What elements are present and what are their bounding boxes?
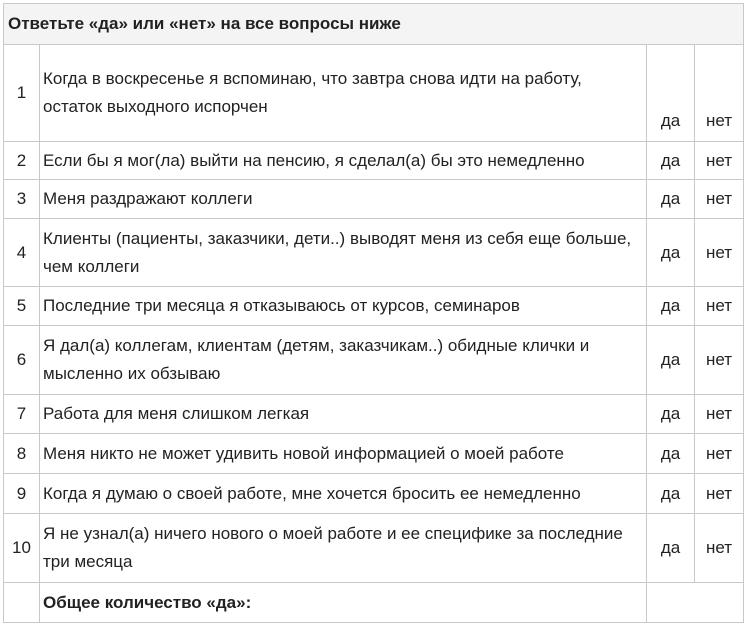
question-text: Если бы я мог(ла) выйти на пенсию, я сделал(а) бы это немедленно	[40, 142, 647, 180]
total-row	[4, 583, 744, 623]
answer-no[interactable]: нет	[695, 514, 744, 583]
table-row	[4, 142, 744, 180]
question-text: Я не узнал(а) ничего нового о моей работе и ее специфике за последние три месяца	[40, 514, 647, 583]
question-number: 2	[4, 142, 40, 180]
question-number: 3	[4, 180, 40, 219]
answer-yes[interactable]: да	[647, 142, 695, 180]
answer-yes[interactable]: да	[647, 45, 695, 142]
table-row	[4, 180, 744, 219]
question-number: 9	[4, 474, 40, 514]
table-row	[4, 287, 744, 326]
answer-yes[interactable]: да	[647, 326, 695, 395]
table-title: Ответьте «да» или «нет» на все вопросы ниже	[4, 4, 744, 45]
question-text: Последние три месяца я отказываюсь от курсов, семинаров	[40, 287, 647, 326]
question-text: Я дал(а) коллегам, клиентам (детям, заказчикам..) обидные клички и мысленно их обзываю	[40, 326, 647, 395]
question-number: 10	[4, 514, 40, 583]
answer-no[interactable]: нет	[695, 142, 744, 180]
answer-yes[interactable]: да	[647, 514, 695, 583]
table-row	[4, 45, 744, 142]
answer-no[interactable]: нет	[695, 474, 744, 514]
answer-no[interactable]: нет	[695, 395, 744, 434]
question-number: 4	[4, 219, 40, 287]
question-number: 8	[4, 434, 40, 474]
table-row	[4, 395, 744, 434]
total-value-cell[interactable]	[647, 583, 744, 623]
answer-no[interactable]: нет	[695, 326, 744, 395]
answer-yes[interactable]: да	[647, 474, 695, 514]
question-text: Меня раздражают коллеги	[40, 180, 647, 219]
question-text: Меня никто не может удивить новой информацией о моей работе	[40, 434, 647, 474]
answer-yes[interactable]: да	[647, 219, 695, 287]
question-text: Когда в воскресенье я вспоминаю, что завтра снова идти на работу, остаток выходного испорчен	[40, 45, 647, 142]
table-row	[4, 514, 744, 583]
total-label: Общее количество «да»:	[40, 583, 647, 623]
answer-yes[interactable]: да	[647, 180, 695, 219]
total-number-cell	[4, 583, 40, 623]
answer-no[interactable]: нет	[695, 180, 744, 219]
question-text: Работа для меня слишком легкая	[40, 395, 647, 434]
table-row	[4, 434, 744, 474]
question-text: Клиенты (пациенты, заказчики, дети..) выводят меня из себя еще больше, чем коллеги	[40, 219, 647, 287]
answer-no[interactable]: нет	[695, 219, 744, 287]
question-text: Когда я думаю о своей работе, мне хочется бросить ее немедленно	[40, 474, 647, 514]
table-row	[4, 326, 744, 395]
answer-yes[interactable]: да	[647, 287, 695, 326]
question-number: 7	[4, 395, 40, 434]
answer-no[interactable]: нет	[695, 287, 744, 326]
answer-no[interactable]: нет	[695, 434, 744, 474]
answer-no[interactable]: нет	[695, 45, 744, 142]
question-number: 1	[4, 45, 40, 142]
question-number: 6	[4, 326, 40, 395]
answer-yes[interactable]: да	[647, 395, 695, 434]
table-row	[4, 219, 744, 287]
table-row	[4, 474, 744, 514]
question-number: 5	[4, 287, 40, 326]
answer-yes[interactable]: да	[647, 434, 695, 474]
title-row	[4, 4, 744, 45]
questionnaire-table	[3, 3, 744, 623]
